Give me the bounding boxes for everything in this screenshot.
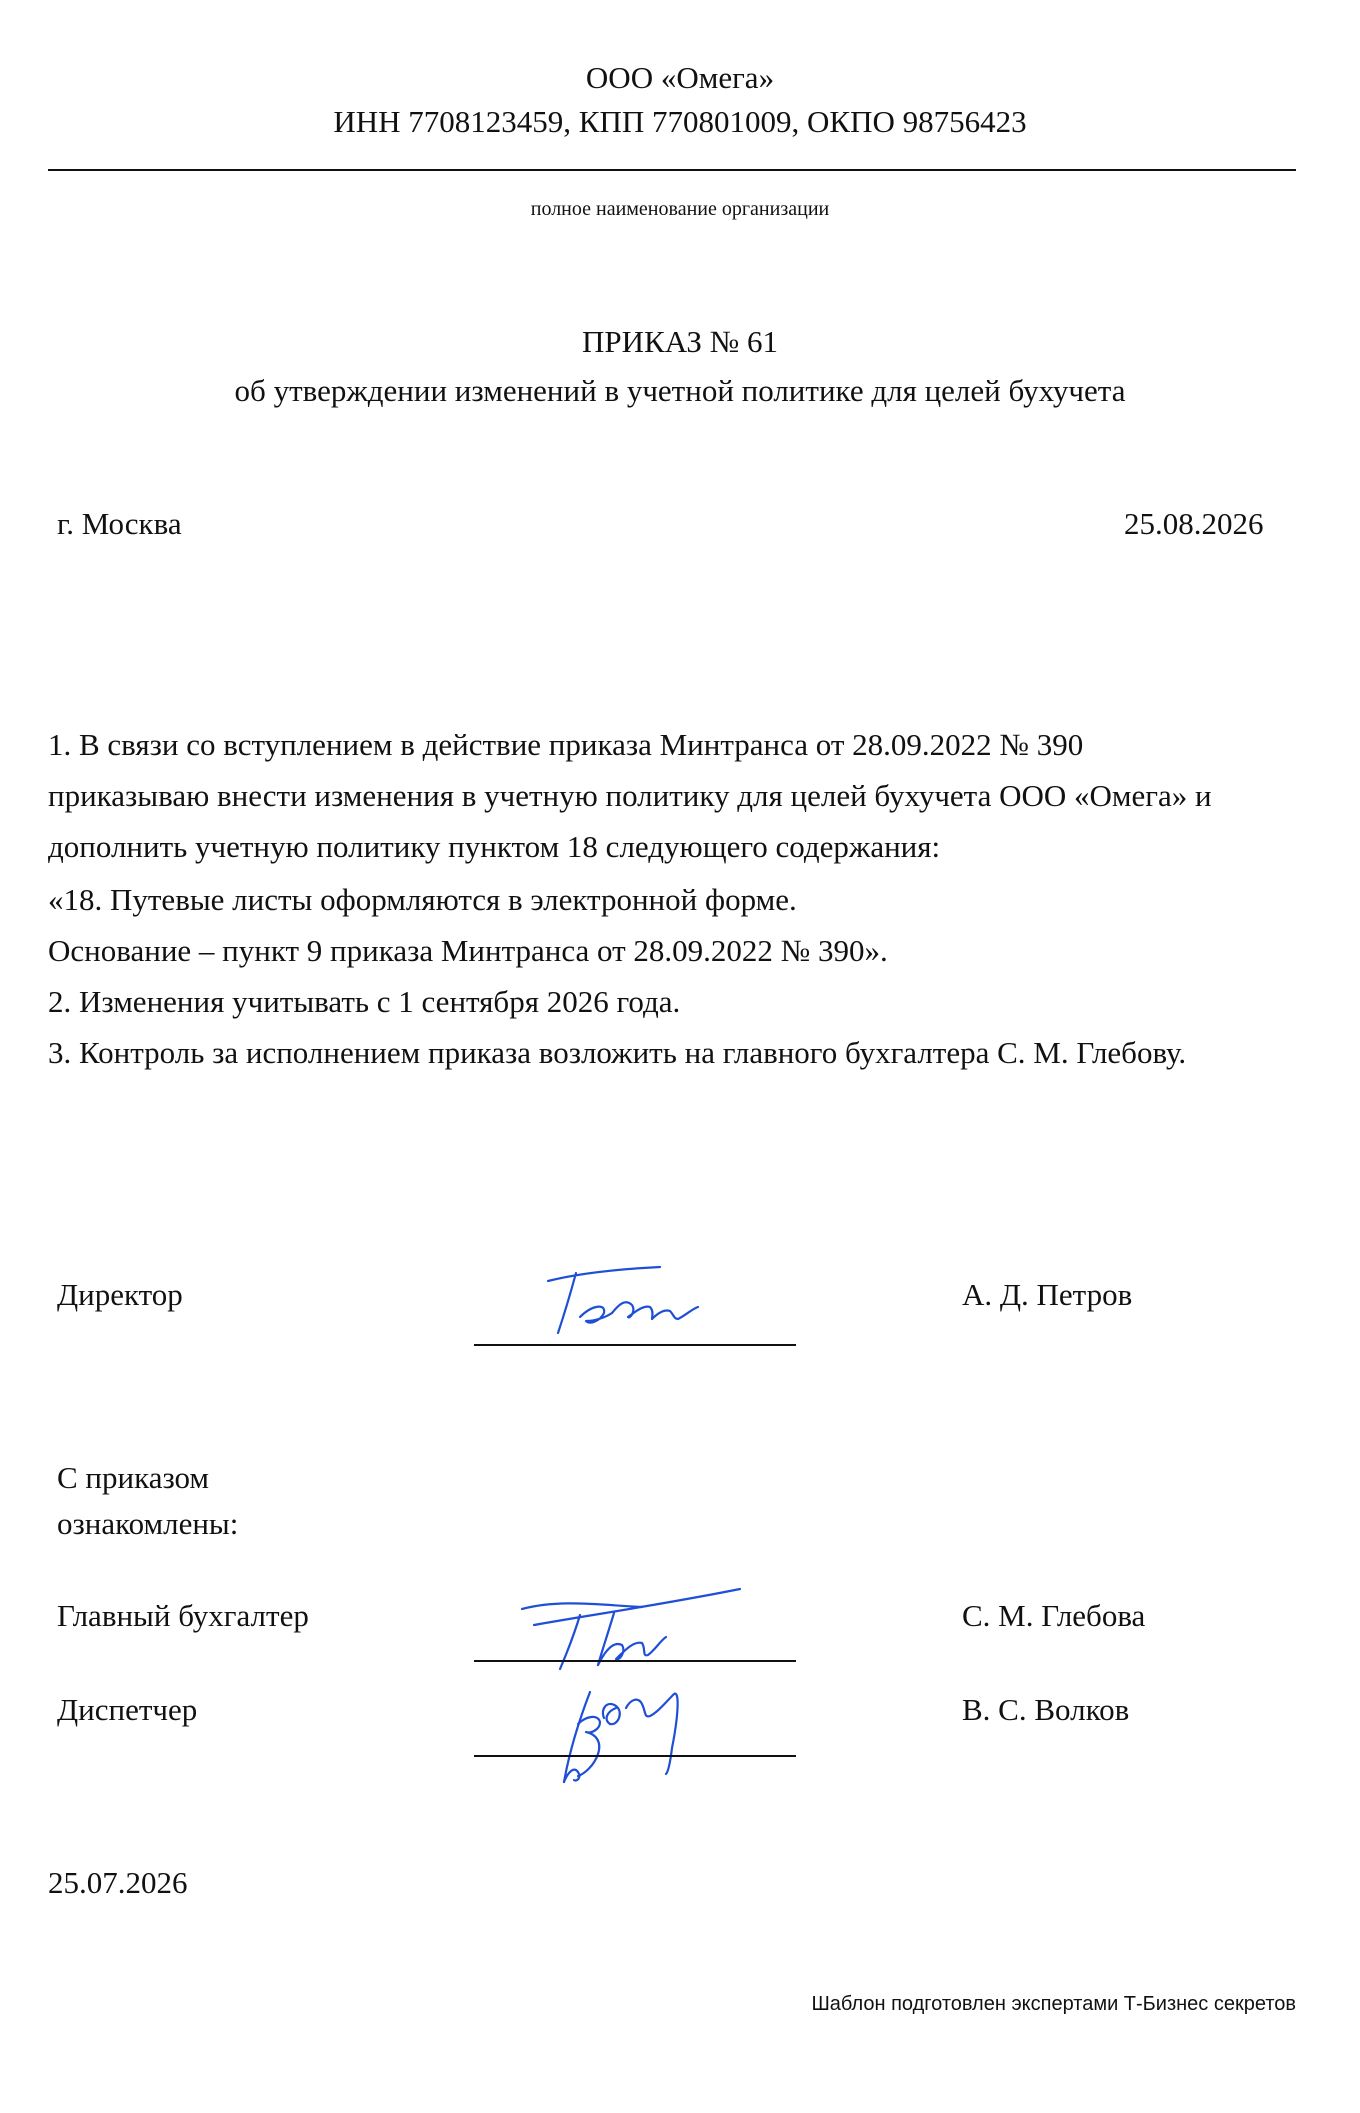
- order-city: г. Москва: [57, 506, 182, 541]
- director-name: А. Д. Петров: [962, 1277, 1133, 1312]
- organization-name: ООО «Омега»: [585, 60, 775, 95]
- header-rule: [48, 169, 1296, 171]
- quote-line-1: «18. Путевые листы оформляются в электронной форме.: [48, 882, 797, 917]
- acquainted-label-line-1: С приказом: [57, 1460, 210, 1495]
- dispatcher-name: В. С. Волков: [962, 1692, 1130, 1727]
- dispatcher-signature: [520, 1678, 740, 1790]
- order-date: 25.08.2026: [1124, 506, 1264, 541]
- order-subject: об утверждении изменений в учетной политике для целей бухучета: [234, 373, 1126, 408]
- item-1-line-2: приказываю внести изменения в учетную политику для целей бухучета ООО «Омега» и: [48, 778, 1212, 813]
- template-credit: Шаблон подготовлен экспертами Т-Бизнес секретов: [811, 1993, 1296, 2015]
- item-3: 3. Контроль за исполнением приказа возложить на главного бухгалтера С. М. Глебову.: [48, 1035, 1187, 1070]
- dispatcher-signature-line: [474, 1755, 796, 1757]
- item-1-line-1: 1. В связи со вступлением в действие приказа Минтранса от 28.09.2022 № 390: [48, 727, 1084, 762]
- chief-accountant-title: Главный бухгалтер: [57, 1598, 309, 1633]
- dispatcher-title: Диспетчер: [57, 1692, 198, 1727]
- order-body: [48, 719, 1318, 1078]
- organization-caption: полное наименование организации: [530, 198, 830, 220]
- director-signature: [540, 1255, 720, 1340]
- acquainted-label-line-2: ознакомлены:: [57, 1506, 239, 1541]
- chief-accountant-signature-line: [474, 1660, 796, 1662]
- item-2: 2. Изменения учитывать с 1 сентября 2026 года.: [48, 984, 681, 1019]
- director-signature-line: [474, 1344, 796, 1346]
- order-number: ПРИКАЗ № 61: [582, 324, 778, 359]
- organization-codes: ИНН 7708123459, КПП 770801009, ОКПО 98756423: [333, 104, 1027, 139]
- item-1-line-3: дополнить учетную политику пунктом 18 следующего содержания:: [48, 829, 941, 864]
- quote-line-2: Основание – пункт 9 приказа Минтранса от 28.09.2022 № 390».: [48, 933, 888, 968]
- director-title: Директор: [57, 1277, 183, 1312]
- chief-accountant-name: С. М. Глебова: [962, 1598, 1146, 1633]
- acquaint-date: 25.07.2026: [48, 1865, 188, 1900]
